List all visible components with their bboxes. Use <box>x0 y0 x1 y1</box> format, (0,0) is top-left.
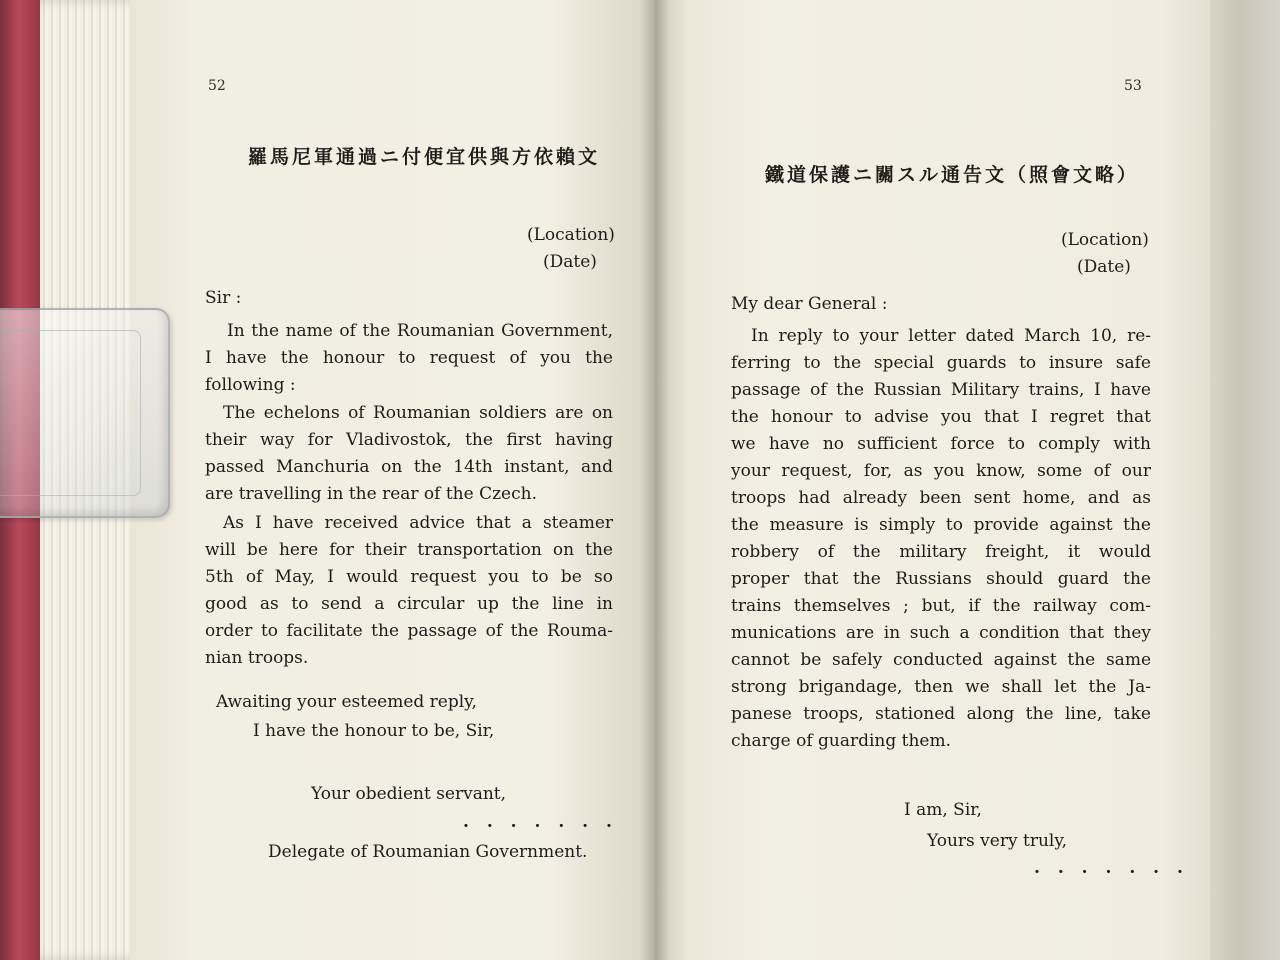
text-line: In reply to your letter dated March 10, re- <box>751 326 1151 346</box>
text-line: the measure is simply to provide against the <box>731 515 1151 535</box>
right-page-number: 53 <box>1124 78 1142 94</box>
right-page-heading: 鐵道保護ニ關スル通告文（照會文略） <box>765 164 1140 186</box>
left-signature-dots: . . . . . . . <box>463 812 618 832</box>
text-line: your request, for, as you know, some of our <box>731 461 1151 481</box>
right-closing-2: Yours very truly, <box>927 831 1068 851</box>
text-line: good as to send a circular up the line in <box>205 594 613 614</box>
text-line: are travelling in the rear of the Czech. <box>205 484 537 504</box>
text-line: passage of the Russian Military trains, I have <box>731 380 1151 400</box>
left-page-heading: 羅馬尼軍通過ニ付便宜供與方依賴文 <box>248 146 601 168</box>
left-salutation: Sir : <box>205 288 242 308</box>
right-salutation: My dear General : <box>731 294 888 314</box>
text-line: the honour to advise you that I regret that <box>731 407 1151 427</box>
bookmark-clip <box>0 308 170 518</box>
right-location: (Location) <box>1061 230 1149 250</box>
text-line: charge of guarding them. <box>731 731 952 751</box>
text-line: proper that the Russians should guard the <box>731 569 1151 589</box>
left-paragraph-3 <box>205 510 613 672</box>
text-line: will be here for their transportation on the <box>205 540 613 560</box>
text-line: robbery of the military freight, it would <box>731 542 1151 562</box>
text-line: As I have received advice that a steamer <box>223 513 613 533</box>
text-line: cannot be safely conducted against the same <box>731 650 1151 670</box>
right-paragraph-1 <box>731 323 1151 755</box>
text-line: strong brigandage, then we shall let the Ja- <box>731 677 1151 697</box>
text-line: In the name of the Roumanian Government, <box>227 321 613 341</box>
right-signature-dots: . . . . . . . <box>1034 858 1189 878</box>
left-closing-1: Awaiting your esteemed reply, <box>216 692 477 712</box>
text-line: nian troops. <box>205 648 309 668</box>
text-line: their way for Vladivostok, the first having <box>205 430 613 450</box>
left-closing-2: I have the honour to be, Sir, <box>253 721 495 741</box>
text-line: The echelons of Roumanian soldiers are on <box>223 403 613 423</box>
text-line: passed Manchuria on the 14th instant, and <box>205 457 613 477</box>
text-line: panese troops, stationed along the line, take <box>731 704 1151 724</box>
left-date: (Date) <box>543 252 597 272</box>
text-line: troops had already been sent home, and as <box>731 488 1151 508</box>
left-closing-3: Your obedient servant, <box>311 784 507 804</box>
right-closing-1: I am, Sir, <box>904 800 982 820</box>
text-line: 5th of May, I would request you to be so <box>205 567 613 587</box>
left-page-number: 52 <box>208 78 226 94</box>
text-line: we have no sufficient force to comply with <box>731 434 1151 454</box>
book-gutter <box>640 0 670 960</box>
left-location: (Location) <box>527 225 615 245</box>
bookmark-clip-inner <box>0 330 141 496</box>
left-paragraph-2 <box>205 400 613 508</box>
text-line: following : <box>205 375 296 395</box>
left-paragraph-1 <box>205 318 613 399</box>
text-line: I have the honour to request of you the <box>205 348 613 368</box>
text-line: order to facilitate the passage of the Rouma- <box>205 621 613 641</box>
text-line: ferring to the special guards to insure safe <box>731 353 1151 373</box>
left-signature: Delegate of Roumanian Government. <box>268 842 588 862</box>
text-line: trains themselves ; but, if the railway com- <box>731 596 1151 616</box>
right-date: (Date) <box>1077 257 1131 277</box>
text-line: munications are in such a condition that they <box>731 623 1151 643</box>
right-page-edges <box>1210 0 1280 960</box>
